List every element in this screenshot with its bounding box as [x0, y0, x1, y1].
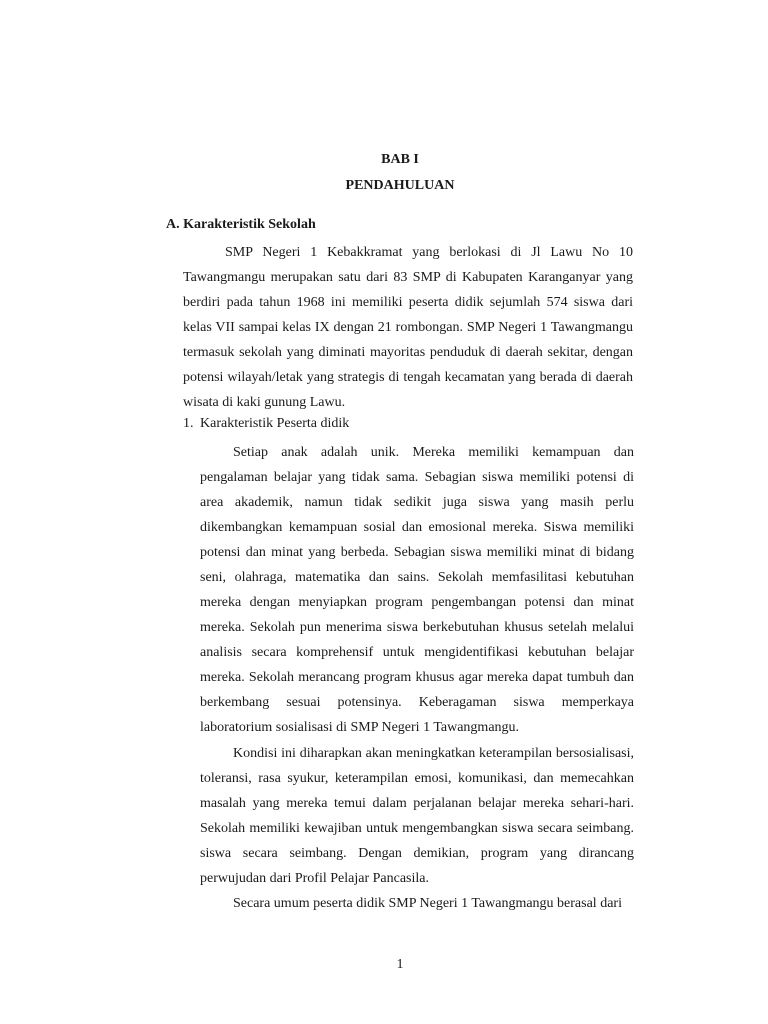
paragraph-student-origin: Secara umum peserta didik SMP Negeri 1 Tawangmangu berasal dari — [233, 896, 622, 911]
subheading-text: Karakteristik Peserta didik — [200, 416, 350, 431]
paragraph-student-uniqueness: Setiap anak adalah unik. Mereka memiliki kemampuan dan pengalaman belajar yang tidak sama. Sebagian siswa memiliki potensi di area akademik, namun tidak sedikit juga siswa yang masih perlu dikembangkan kemampuan sosial dan emosional mereka. Siswa memiliki potensi dan minat yang berbeda. Sebagian siswa memiliki minat di bidang seni, olahraga, matematika dan sains. Sekolah memfasilitasi kebutuhan mereka dengan menyiapkan program pengembangan potensi dan minat mereka. Sekolah pun menerima siswa berkebutuhan khusus setelah melalui analisis secara komprehensif untuk mengidentifikasi kebutuhan belajar mereka. Sekolah merancang program khusus agar mereka dapat tumbuh dan berkembang sesuai potensinya. Keberagaman siswa memperkaya laboratorium sosialisasi di SMP Negeri 1 Tawangmangu. — [200, 445, 634, 735]
subheading-number: 1. — [183, 416, 194, 431]
chapter-title: PENDAHULUAN — [345, 178, 455, 193]
subheading-student-characteristics — [183, 415, 349, 433]
paragraph-conditions: Kondisi ini diharapkan akan meningkatkan keterampilan bersosialisasi, toleransi, rasa syukur, keterampilan emosi, komunikasi, dan memecahkan masalah yang mereka temui dalam perjalanan belajar mereka sehari-hari. Sekolah memiliki kewajiban untuk mengembangkan siswa secara seimbang. siswa secara seimbang. Dengan demikian, program yang dirancang perwujudan dari Profil Pelajar Pancasila. — [200, 746, 634, 886]
paragraph-school-profile: SMP Negeri 1 Kebakkramat yang berlokasi di Jl Lawu No 10 Tawangmangu merupakan satu dari 83 SMP di Kabupaten Karanganyar yang berdiri pada tahun 1968 ini memiliki peserta didik sejumlah 574 siswa dari kelas VII sampai kelas IX dengan 21 rombongan. SMP Negeri 1 Tawangmangu termasuk sekolah yang diminati mayoritas penduduk di daerah sekitar, dengan potensi wilayah/letak yang strategis di tengah kecamatan yang berada di daerah wisata di kaki gunung Lawu. — [183, 245, 633, 410]
section-heading: A. Karakteristik Sekolah — [166, 217, 316, 232]
chapter-label: BAB I — [381, 152, 419, 167]
page-number: 1 — [396, 957, 404, 972]
